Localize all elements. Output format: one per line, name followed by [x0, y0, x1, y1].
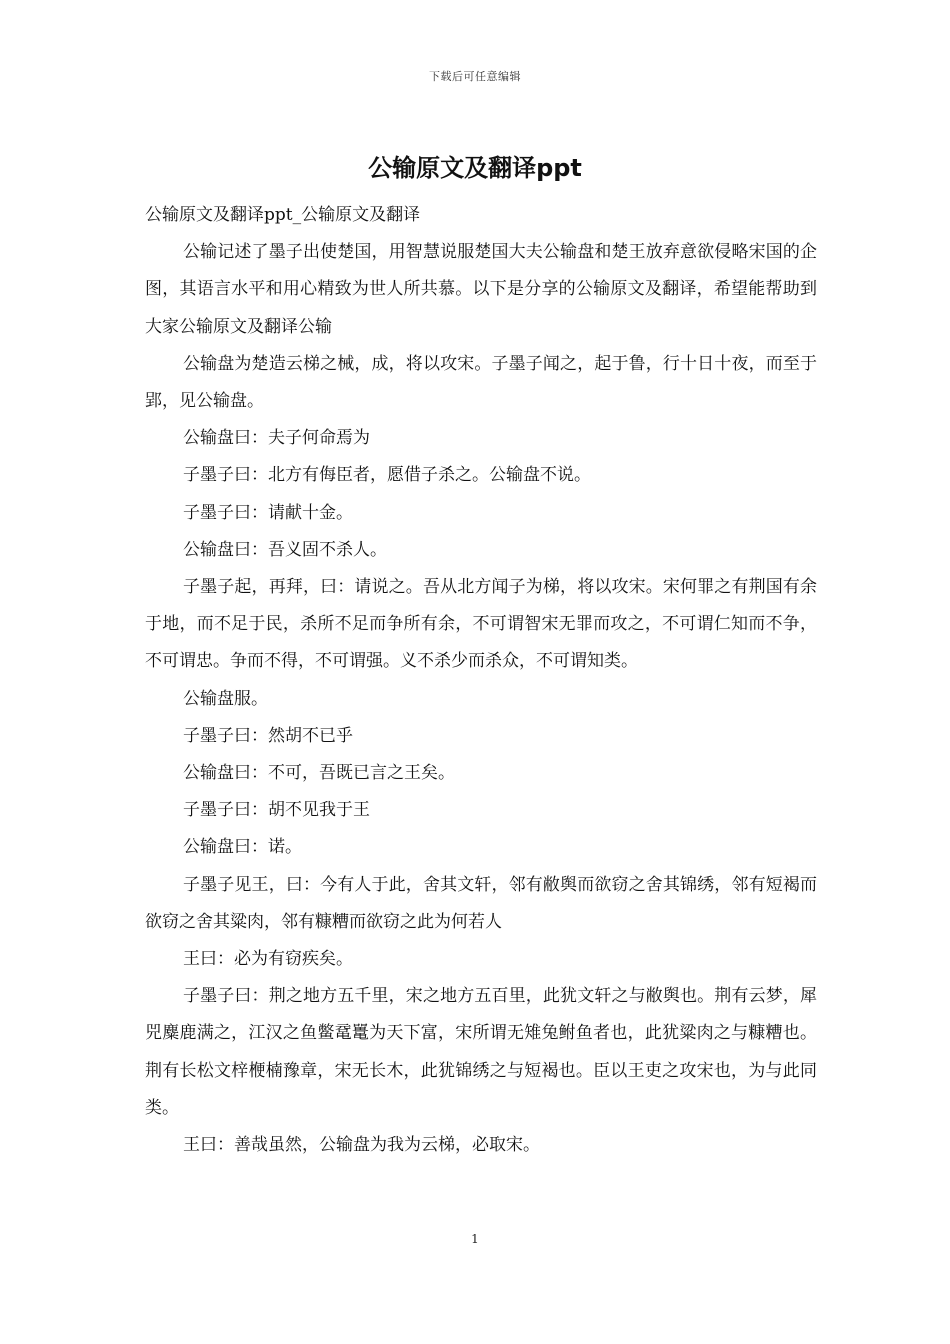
page-number: 1 — [471, 1232, 479, 1246]
paragraph: 公输盘为楚造云梯之械，成，将以攻宋。子墨子闻之，起于鲁，行十日十夜，而至于郢，见公输盘。 — [145, 353, 817, 412]
paragraph: 公输盘曰：不可，吾既已言之王矣。 — [183, 763, 455, 784]
paragraph: 子墨子曰：然胡不已乎 — [183, 725, 353, 746]
document-title: 公输原文及翻译ppt — [368, 154, 582, 182]
paragraph: 王曰：必为有窃疾矣。 — [183, 949, 353, 970]
paragraph: 子墨子曰：请献十金。 — [183, 502, 353, 523]
paragraph: 公输盘服。 — [183, 688, 268, 709]
paragraph: 王曰：善哉虽然，公输盘为我为云梯，必取宋。 — [183, 1135, 540, 1156]
paragraph: 子墨子曰：北方有侮臣者，愿借子杀之。公输盘不说。 — [183, 465, 591, 486]
paragraph: 公输记述了墨子出使楚国，用智慧说服楚国大夫公输盘和楚王放弃意欲侵略宋国的企图，其语言水平和用心精致为世人所共慕。以下是分享的公输原文及翻译，希望能帮助到大家公输原文及翻译公输 — [145, 242, 817, 337]
paragraph: 子墨子见王，曰：今有人于此，舍其文轩，邻有敝舆而欲窃之舍其锦绣，邻有短褐而欲窃之舍其粱肉，邻有糠糟而欲窃之此为何若人 — [145, 874, 817, 932]
paragraph: 子墨子曰：荆之地方五千里，宋之地方五百里，此犹文轩之与敝舆也。荆有云梦，犀兕麋鹿满之，江汉之鱼鳖鼋鼍为天下富，宋所谓无雉兔鲋鱼者也，此犹粱肉之与糠糟也。荆有长松文梓楩楠豫章，宋无长木，此犹锦绣之与短褐也。臣以王吏之攻宋也，为与此同类。 — [145, 986, 817, 1118]
paragraph: 子墨子起，再拜，曰：请说之。吾从北方闻子为梯，将以攻宋。宋何罪之有荆国有余于地，而不足于民，杀所不足而争所有余，不可谓智宋无罪而攻之，不可谓仁知而不争，不可谓忠。争而不得，不可谓强。义不杀少而杀众，不可谓知类。 — [145, 577, 817, 672]
header-note: 下载后可任意编辑 — [429, 70, 521, 83]
document-body — [145, 197, 817, 1164]
paragraph: 公输原文及翻译ppt_公输原文及翻译 — [145, 205, 421, 225]
paragraph: 公输盘曰：吾义固不杀人。 — [183, 539, 387, 560]
paragraph: 子墨子曰：胡不见我于王 — [183, 800, 370, 821]
paragraph: 公输盘曰：诺。 — [183, 837, 302, 858]
paragraph: 公输盘曰：夫子何命焉为 — [183, 428, 370, 449]
